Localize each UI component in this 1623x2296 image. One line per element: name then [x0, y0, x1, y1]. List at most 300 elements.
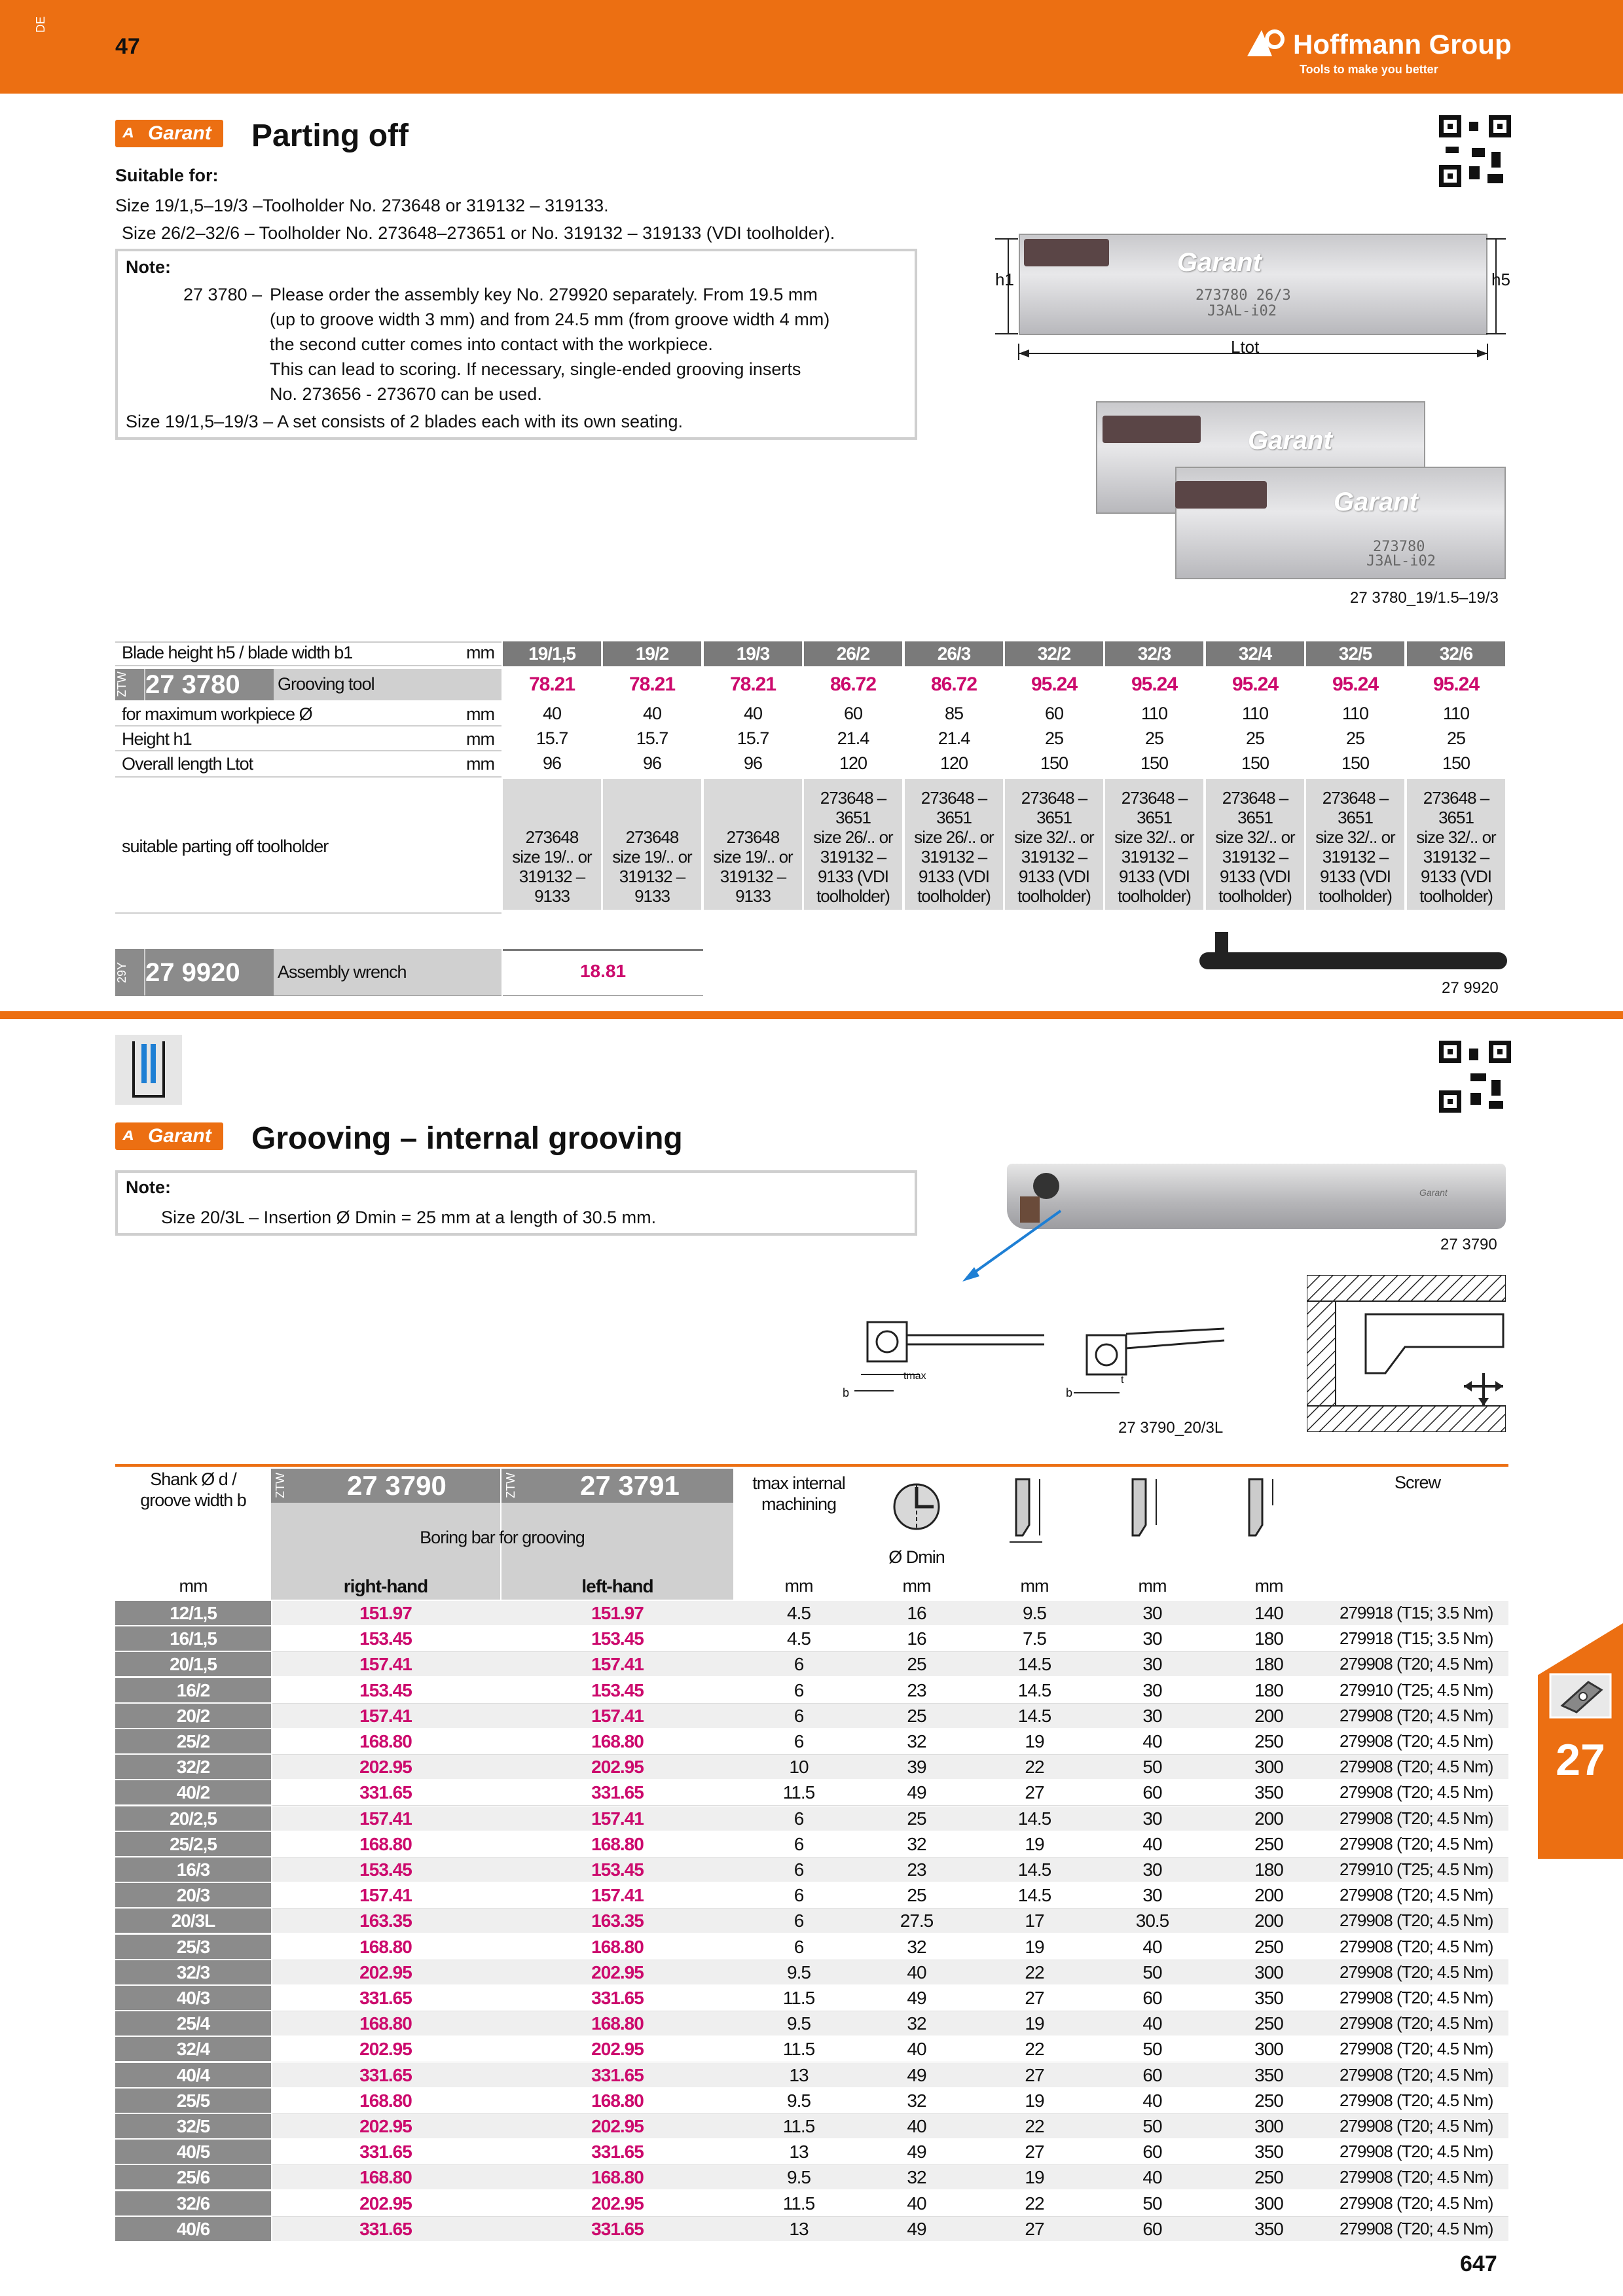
t1-value: 96 — [743, 753, 763, 773]
wrench-caption: 27 9920 — [1442, 979, 1499, 997]
price-cell: 331.65 — [591, 2219, 644, 2239]
page-number: 647 — [1460, 2251, 1497, 2276]
value-cell: 6 — [793, 1808, 804, 1829]
boring-bar-image — [1007, 1164, 1506, 1229]
t1-value: 96 — [642, 753, 662, 773]
shank-size: 40/4 — [115, 2063, 271, 2087]
shank-size: 32/3 — [115, 1960, 271, 1984]
value-cell: 250 — [1254, 2013, 1283, 2034]
t1-size-header: 32/2 — [1005, 641, 1103, 666]
note-label: Note: — [126, 257, 171, 277]
t1-size-header: 32/3 — [1105, 641, 1203, 666]
t1-holder-label: suitable parting off toolholder — [122, 836, 329, 856]
price-cell: 168.80 — [591, 1937, 644, 1957]
value-cell: 25 — [907, 1808, 926, 1829]
table-row — [115, 2011, 1508, 2037]
table-row — [115, 1935, 1508, 1960]
blade-pair-back-image: Garant — [1096, 401, 1425, 514]
price-cell: 168.80 — [591, 2090, 644, 2111]
screw-cell: 279908 (T20; 4.5 Nm) — [1340, 2013, 1493, 2033]
value-cell: 6 — [793, 1706, 804, 1726]
price-cell: 202.95 — [591, 1962, 644, 1982]
t1-row-label-workpiece: for maximum workpiece Ø — [122, 704, 312, 724]
price-cell: 202.95 — [359, 1757, 412, 1777]
note-line-2: (up to groove width 3 mm) and from 24.5 mm (from groove width 4 mm) — [270, 310, 830, 329]
t1-value: 40 — [743, 704, 763, 723]
value-cell: 14.5 — [1017, 1654, 1051, 1674]
value-cell: 49 — [907, 2142, 926, 2162]
wrench-image — [1199, 952, 1507, 969]
value-cell: 200 — [1254, 1706, 1283, 1726]
note-line-4: This can lead to scoring. If necessary, single-ended grooving inserts — [270, 359, 801, 379]
t1-value: 25 — [1345, 728, 1365, 748]
shank-size: 32/2 — [115, 1755, 271, 1779]
insertion-diagram — [1307, 1275, 1506, 1432]
value-cell: 27 — [1025, 2219, 1044, 2239]
value-cell: 60 — [1142, 2219, 1162, 2239]
shank-size: 25/4 — [115, 2011, 271, 2036]
value-cell: 30 — [1142, 1603, 1162, 1623]
value-cell: 39 — [907, 1757, 926, 1777]
t1-wrench-price: 18.81 — [579, 961, 627, 981]
diagram-b-label: b — [843, 1386, 850, 1399]
value-cell: 200 — [1254, 1885, 1283, 1905]
value-cell: 27.5 — [900, 1910, 934, 1931]
value-cell: 250 — [1254, 1937, 1283, 1957]
t1-size-header: 32/5 — [1306, 641, 1404, 666]
note-label-2: Note: — [126, 1177, 171, 1197]
t1-holder-cell: 273648 size 19/.. or 319132 – 9133 — [603, 779, 701, 910]
table-row — [115, 1832, 1508, 1857]
t1-size-header: 32/4 — [1206, 641, 1304, 666]
dim-h5-label: h5 — [1491, 270, 1510, 289]
value-cell: 6 — [793, 1910, 804, 1931]
t1-value: 21.4 — [837, 728, 869, 748]
value-cell: 6 — [793, 1731, 804, 1751]
t1-holder-cell: 273648 – 3651 size 32/.. or 319132 – 9133 (VDI toolholder) — [1407, 779, 1505, 910]
suitable-line-2: Size 26/2–32/6 – Toolholder No. 273648–273651 or No. 319132 – 319133 (VDI toolholder). — [122, 223, 835, 243]
value-cell: 49 — [907, 1782, 926, 1803]
price-cell: 202.95 — [359, 2193, 412, 2214]
t1-value: 15.7 — [536, 728, 568, 748]
value-cell: 40 — [907, 1962, 926, 1982]
value-cell: 180 — [1254, 1628, 1283, 1649]
value-cell: 250 — [1254, 1834, 1283, 1854]
value-cell: 6 — [793, 1654, 804, 1674]
t1-size-header: 26/3 — [905, 641, 1003, 666]
value-cell: 19 — [1025, 2090, 1044, 2111]
qr-code-icon[interactable] — [1439, 115, 1511, 187]
screw-cell: 279908 (T20; 4.5 Nm) — [1340, 2193, 1493, 2213]
table-row — [115, 1857, 1508, 1883]
language-code: DE — [34, 16, 47, 33]
t1-price: 95.24 — [1105, 669, 1203, 700]
screw-cell: 279908 (T20; 4.5 Nm) — [1340, 1937, 1493, 1956]
price-cell: 157.41 — [359, 1654, 412, 1674]
shank-size: 20/2,5 — [115, 1806, 271, 1831]
value-cell: 22 — [1025, 2039, 1044, 2059]
value-cell: 19 — [1025, 2167, 1044, 2187]
section-divider — [0, 1011, 1623, 1019]
blade-pair-front-image: Garant 273780 J3AL-i02 — [1175, 467, 1506, 579]
value-cell: 27 — [1025, 1782, 1044, 1803]
value-cell: 49 — [907, 2065, 926, 2085]
value-cell: 180 — [1254, 1654, 1283, 1674]
table-row — [115, 2063, 1508, 2089]
t1-holder-cell: 273648 – 3651 size 26/.. or 319132 – 9133 (VDI toolholder) — [804, 779, 902, 910]
diagram2-t-label: t — [1121, 1374, 1124, 1386]
t1-value: 96 — [542, 753, 562, 773]
diagram-caption: 27 3790_20/3L — [1118, 1419, 1224, 1437]
value-cell: 49 — [907, 1988, 926, 2008]
table-row — [115, 1806, 1508, 1832]
shank-size: 20/3L — [115, 1909, 271, 1933]
value-cell: 7.5 — [1023, 1628, 1046, 1649]
shank-size: 40/2 — [115, 1780, 271, 1804]
note-line-1: Please order the assembly key No. 279920 separately. From 19.5 mm — [270, 285, 818, 304]
value-cell: 350 — [1254, 1782, 1283, 1803]
table-row — [115, 1883, 1508, 1909]
table-row — [115, 1909, 1508, 1934]
price-cell: 331.65 — [359, 2219, 412, 2239]
t2-col-shank: Shank Ø d / groove width b — [140, 1469, 246, 1510]
value-cell: 6 — [793, 1834, 804, 1854]
t1-value: 150 — [1140, 753, 1169, 773]
value-cell: 9.5 — [787, 2167, 811, 2187]
dim-ltot-label: Ltot — [1231, 337, 1260, 357]
price-cell: 163.35 — [591, 1910, 644, 1931]
shank-size: 32/5 — [115, 2114, 271, 2138]
blade-garant-logo: Garant — [1177, 248, 1262, 277]
length-l1-icon — [1003, 1473, 1055, 1551]
price-cell: 151.97 — [359, 1603, 412, 1623]
price-cell: 153.45 — [591, 1859, 644, 1880]
price-cell: 331.65 — [591, 2142, 644, 2162]
groove-diagram-1 — [841, 1316, 1057, 1407]
t1-price: 95.24 — [1407, 669, 1505, 700]
t1-value: 110 — [1341, 704, 1369, 723]
t1-value: 60 — [1044, 704, 1064, 723]
t1-value: 150 — [1241, 753, 1269, 773]
price-cell: 331.65 — [591, 1988, 644, 2008]
note-text-2: Size 20/3L – Insertion Ø Dmin = 25 mm at a length of 30.5 mm. — [161, 1208, 657, 1227]
price-cell: 331.65 — [359, 1988, 412, 2008]
value-cell: 9.5 — [787, 2013, 811, 2034]
shank-size: 32/4 — [115, 2037, 271, 2061]
value-cell: 300 — [1254, 2193, 1283, 2214]
t1-price: 95.24 — [1306, 669, 1404, 700]
value-cell: 9.5 — [787, 2090, 811, 2111]
price-cell: 168.80 — [591, 1731, 644, 1751]
table-row — [115, 2089, 1508, 2114]
shank-size: 20/3 — [115, 1883, 271, 1907]
value-cell: 40 — [907, 2039, 926, 2059]
t1-value: 85 — [944, 704, 964, 723]
value-cell: 40 — [907, 2193, 926, 2214]
value-cell: 16 — [907, 1603, 926, 1623]
value-cell: 27 — [1025, 2065, 1044, 2085]
table-row — [115, 2165, 1508, 2191]
table-row — [115, 1601, 1508, 1626]
price-cell: 153.45 — [359, 1859, 412, 1880]
value-cell: 13 — [789, 2065, 809, 2085]
t1-value: 120 — [939, 753, 968, 773]
shank-size: 20/1,5 — [115, 1652, 271, 1676]
value-cell: 300 — [1254, 2116, 1283, 2136]
value-cell: 11.5 — [782, 1782, 815, 1803]
garant-badge: ᴀ Garant — [115, 120, 223, 147]
price-cell: 168.80 — [359, 1834, 412, 1854]
t2-unit-dmin: mm — [902, 1576, 931, 1596]
value-cell: 40 — [1142, 2013, 1162, 2034]
price-cell: 168.80 — [359, 2167, 412, 2187]
t1-wrench-name: Assembly wrench — [278, 962, 407, 982]
screw-cell: 279910 (T25; 4.5 Nm) — [1340, 1859, 1493, 1879]
value-cell: 32 — [907, 1937, 926, 1957]
t1-value: 60 — [843, 704, 863, 723]
t2-unit-l2: mm — [1138, 1576, 1167, 1596]
price-cell: 157.41 — [359, 1706, 412, 1726]
table-row — [115, 1986, 1508, 2011]
t1-value: 40 — [642, 704, 662, 723]
screw-cell: 279908 (T20; 4.5 Nm) — [1340, 2142, 1493, 2161]
t2-product-name: Boring bar for grooving — [420, 1528, 585, 1547]
screw-cell: 279908 (T20; 4.5 Nm) — [1340, 1885, 1493, 1905]
price-cell: 163.35 — [359, 1910, 412, 1931]
brand-tagline: Tools to make you better — [1300, 63, 1438, 76]
t2-left-tag: ZTW — [504, 1473, 517, 1498]
t1-price: 86.72 — [804, 669, 902, 700]
t1-row-label-length: Overall length Ltot — [122, 754, 253, 774]
t1-value: 110 — [1241, 704, 1269, 723]
value-cell: 250 — [1254, 1731, 1283, 1751]
value-cell: 32 — [907, 2090, 926, 2111]
t1-size-header: 19/1,5 — [503, 641, 601, 666]
blue-arrow-icon — [956, 1204, 1074, 1283]
value-cell: 6 — [793, 1937, 804, 1957]
value-cell: 60 — [1142, 1782, 1162, 1803]
value-cell: 11.5 — [782, 2116, 815, 2136]
t1-row-label-height: Height h1 — [122, 729, 192, 749]
value-cell: 9.5 — [1023, 1603, 1046, 1623]
table-row — [115, 1678, 1508, 1704]
t1-price: 78.21 — [503, 669, 601, 700]
t2-left-number: 27 3791 — [580, 1470, 680, 1501]
table-row — [115, 1755, 1508, 1780]
t1-row-unit: mm — [466, 729, 494, 749]
price-cell: 331.65 — [591, 1782, 644, 1803]
value-cell: 11.5 — [782, 1988, 815, 2008]
value-cell: 180 — [1254, 1859, 1283, 1880]
t1-value: 150 — [1040, 753, 1068, 773]
t2-col-tmax: tmax internal machining — [752, 1473, 845, 1514]
price-cell: 153.45 — [359, 1628, 412, 1649]
value-cell: 140 — [1254, 1603, 1283, 1623]
shank-size: 16/2 — [115, 1678, 271, 1702]
t1-holder-cell: 273648 – 3651 size 32/.. or 319132 – 9133 (VDI toolholder) — [1306, 779, 1404, 910]
value-cell: 19 — [1025, 2013, 1044, 2034]
t1-size-header: 32/6 — [1407, 641, 1505, 666]
value-cell: 60 — [1142, 1988, 1162, 2008]
t1-holder-cell: 273648 size 19/.. or 319132 – 9133 — [503, 779, 601, 910]
value-cell: 22 — [1025, 2116, 1044, 2136]
groove-diagram-2 — [1061, 1316, 1231, 1407]
value-cell: 50 — [1142, 2116, 1162, 2136]
t1-holder-cell: 273648 size 19/.. or 319132 – 9133 — [704, 779, 802, 910]
value-cell: 30 — [1142, 1859, 1162, 1880]
value-cell: 32 — [907, 2013, 926, 2034]
price-cell: 202.95 — [359, 2116, 412, 2136]
chapter-number: 27 — [1556, 1735, 1605, 1785]
value-cell: 50 — [1142, 2039, 1162, 2059]
price-cell: 168.80 — [591, 2013, 644, 2034]
value-cell: 13 — [789, 2142, 809, 2162]
value-cell: 40 — [1142, 1834, 1162, 1854]
value-cell: 14.5 — [1017, 1885, 1051, 1905]
value-cell: 9.5 — [787, 1962, 811, 1982]
t1-holder-cell: 273648 – 3651 size 26/.. or 319132 – 9133 (VDI toolholder) — [905, 779, 1003, 910]
value-cell: 19 — [1025, 1834, 1044, 1854]
note-line-3: the second cutter comes into contact with the workpiece. — [270, 334, 713, 354]
screw-cell: 279908 (T20; 4.5 Nm) — [1340, 2065, 1493, 2085]
table-row — [115, 1960, 1508, 1986]
t1-price: 95.24 — [1005, 669, 1103, 700]
value-cell: 23 — [907, 1859, 926, 1880]
t1-holder-cell: 273648 – 3651 size 32/.. or 319132 – 9133 (VDI toolholder) — [1105, 779, 1203, 910]
t2-right-number: 27 3790 — [347, 1470, 447, 1501]
value-cell: 30.5 — [1135, 1910, 1169, 1931]
value-cell: 19 — [1025, 1731, 1044, 1751]
screw-cell: 279908 (T20; 4.5 Nm) — [1340, 1834, 1493, 1854]
t2-unit-l1: mm — [1020, 1576, 1049, 1596]
screw-cell: 279908 (T20; 4.5 Nm) — [1340, 1706, 1493, 1725]
value-cell: 32 — [907, 2167, 926, 2187]
hoffmann-logo-icon — [1246, 26, 1285, 59]
shank-size: 16/1,5 — [115, 1626, 271, 1651]
insert-tool-icon — [1549, 1673, 1612, 1719]
dim-h1-label: h1 — [995, 270, 1014, 289]
table-row — [115, 1729, 1508, 1755]
table-row — [115, 1780, 1508, 1806]
price-cell: 331.65 — [591, 2065, 644, 2085]
value-cell: 30 — [1142, 1706, 1162, 1726]
price-cell: 157.41 — [591, 1808, 644, 1829]
screw-cell: 279908 (T20; 4.5 Nm) — [1340, 1654, 1493, 1674]
t1-header-label: Blade height h5 / blade width b1 — [122, 643, 353, 662]
price-cell: 202.95 — [359, 1962, 412, 1982]
value-cell: 6 — [793, 1885, 804, 1905]
value-cell: 11.5 — [782, 2039, 815, 2059]
screw-cell: 279908 (T20; 4.5 Nm) — [1340, 2116, 1493, 2136]
t1-size-header: 19/3 — [704, 641, 802, 666]
price-cell: 151.97 — [591, 1603, 644, 1623]
shank-size: 25/2,5 — [115, 1832, 271, 1856]
price-cell: 331.65 — [359, 1782, 412, 1803]
t1-wrench-number: 27 9920 — [145, 949, 274, 996]
price-cell: 157.41 — [591, 1706, 644, 1726]
value-cell: 14.5 — [1017, 1706, 1051, 1726]
t1-value: 15.7 — [737, 728, 769, 748]
price-cell: 157.41 — [591, 1885, 644, 1905]
table-row — [115, 1626, 1508, 1652]
price-cell: 168.80 — [359, 1731, 412, 1751]
value-cell: 22 — [1025, 1757, 1044, 1777]
t1-holder-cell: 273648 – 3651 size 32/.. or 319132 – 9133 (VDI toolholder) — [1206, 779, 1304, 910]
t1-size-header: 19/2 — [603, 641, 701, 666]
value-cell: 300 — [1254, 2039, 1283, 2059]
price-cell: 168.80 — [359, 2090, 412, 2111]
screw-cell: 279908 (T20; 4.5 Nm) — [1340, 2167, 1493, 2187]
note-line-5: No. 273656 - 273670 can be used. — [270, 384, 542, 404]
value-cell: 350 — [1254, 2065, 1283, 2085]
t1-value: 110 — [1442, 704, 1470, 723]
price-cell: 168.80 — [591, 1834, 644, 1854]
value-cell: 30 — [1142, 1885, 1162, 1905]
shank-size: 20/2 — [115, 1704, 271, 1728]
t1-value: 150 — [1442, 753, 1470, 773]
price-cell: 331.65 — [359, 2065, 412, 2085]
value-cell: 250 — [1254, 2090, 1283, 2111]
t1-product-number: 27 3780 — [145, 669, 274, 700]
shank-size: 16/3 — [115, 1857, 271, 1882]
table-row — [115, 2217, 1508, 2242]
value-cell: 14.5 — [1017, 1859, 1051, 1880]
value-cell: 350 — [1254, 2142, 1283, 2162]
value-cell: 50 — [1142, 1757, 1162, 1777]
catalog-page-number: 47 — [115, 34, 140, 59]
value-cell: 22 — [1025, 1962, 1044, 1982]
screw-cell: 279908 (T20; 4.5 Nm) — [1340, 1731, 1493, 1751]
t1-value: 110 — [1140, 704, 1168, 723]
shank-size: 25/5 — [115, 2089, 271, 2113]
screw-cell: 279908 (T20; 4.5 Nm) — [1340, 1962, 1493, 1982]
t2-unit-left: left-hand — [581, 1576, 653, 1596]
value-cell: 4.5 — [787, 1603, 811, 1623]
diagram-tmax-label: tmax — [903, 1371, 926, 1382]
value-cell: 14.5 — [1017, 1808, 1051, 1829]
table-row — [115, 1652, 1508, 1677]
value-cell: 14.5 — [1017, 1680, 1051, 1700]
t1-value: 21.4 — [938, 728, 970, 748]
price-cell: 202.95 — [359, 2039, 412, 2059]
value-cell: 27 — [1025, 2142, 1044, 2162]
boring-bar-caption: 27 3790 — [1440, 1236, 1497, 1253]
blade-code-1: 273780 26/3 — [1195, 287, 1291, 304]
value-cell: 30 — [1142, 1654, 1162, 1674]
screw-cell: 279908 (T20; 4.5 Nm) — [1340, 1988, 1493, 2007]
value-cell: 6 — [793, 1859, 804, 1880]
coolant-icon — [115, 1035, 182, 1105]
value-cell: 60 — [1142, 2142, 1162, 2162]
value-cell: 25 — [907, 1654, 926, 1674]
section-title-internal-grooving: Grooving – internal grooving — [251, 1121, 683, 1156]
screw-cell: 279908 (T20; 4.5 Nm) — [1340, 1782, 1493, 1802]
diagram2-b-label: b — [1066, 1386, 1073, 1399]
price-cell: 202.95 — [591, 2039, 644, 2059]
value-cell: 40 — [907, 2116, 926, 2136]
value-cell: 19 — [1025, 1937, 1044, 1957]
t2-top-rule — [115, 1464, 1508, 1467]
value-cell: 300 — [1254, 1757, 1283, 1777]
t1-product-name: Grooving tool — [278, 674, 374, 694]
value-cell: 22 — [1025, 2193, 1044, 2214]
suitable-line-1: Size 19/1,5–19/3 –Toolholder No. 273648 or 319132 – 319133. — [115, 196, 609, 215]
screw-cell: 279908 (T20; 4.5 Nm) — [1340, 1757, 1493, 1776]
t1-holder-cell: 273648 – 3651 size 32/.. or 319132 – 9133 (VDI toolholder) — [1005, 779, 1103, 910]
value-cell: 25 — [907, 1706, 926, 1726]
value-cell: 40 — [1142, 2167, 1162, 2187]
qr-code-icon-2[interactable] — [1439, 1041, 1511, 1113]
